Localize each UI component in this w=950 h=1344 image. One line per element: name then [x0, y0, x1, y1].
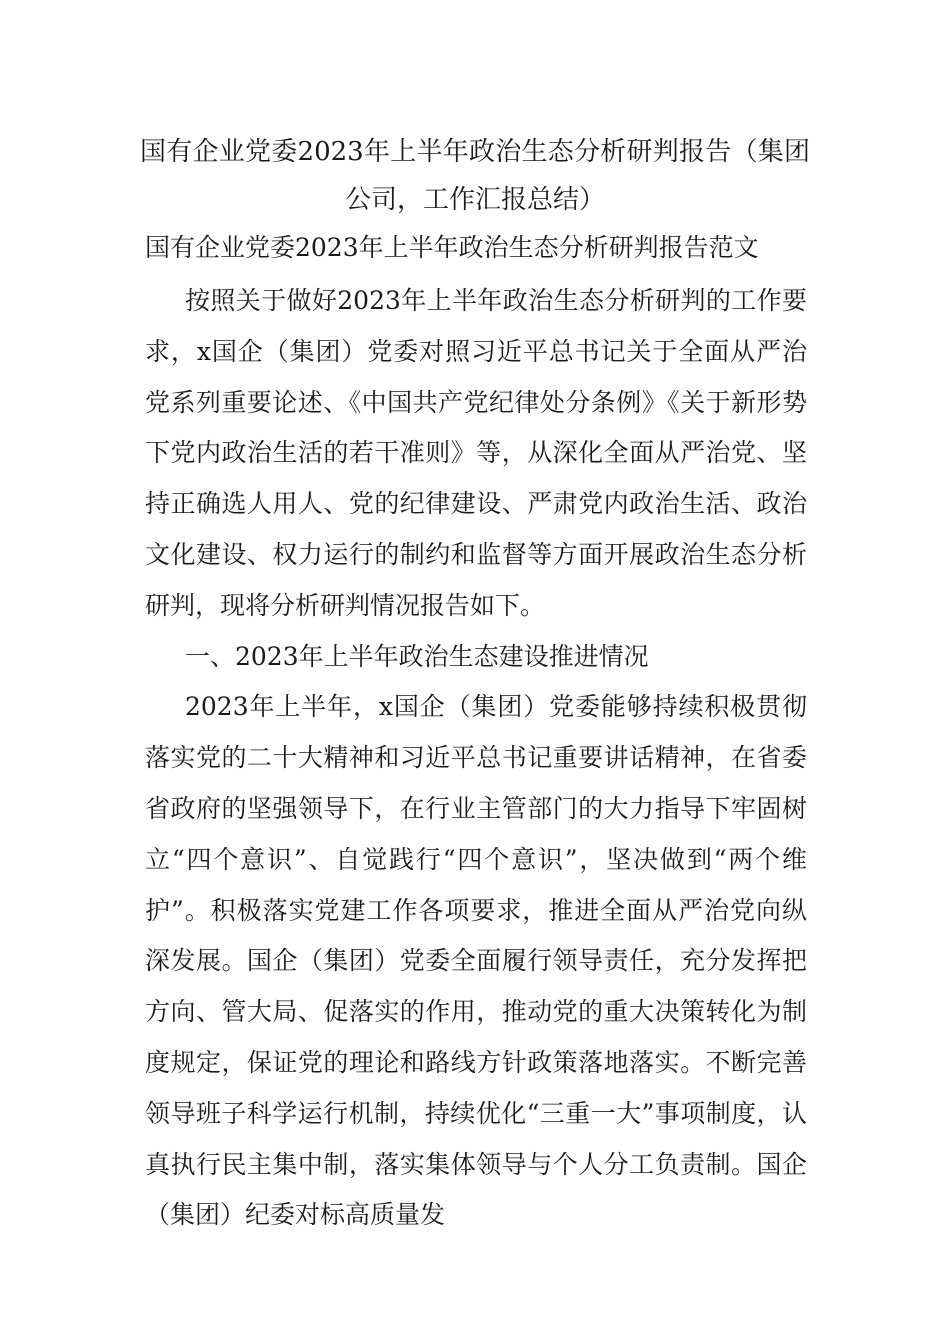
section-heading: 一、2023年上半年政治生态建设推进情况 — [185, 641, 649, 671]
intro-paragraph: 按照关于做好2023年上半年政治生态分析研判的工作要求，x国企（集团）党委对照习近平总书记关于全面从严治党系列重要论述、《中国共产党纪律处分条例》《关于新形势下党内政治生活的若干准则》等，从深化全面从严治党、坚持正确选人用人、党的纪律建设、严肃党内政治生活、政治文化建设、权力运行的制约和监督等方面开展政治生态分析研判，现将分析研判情况报告如下。 — [145, 286, 807, 620]
document-subtitle: 国有企业党委2023年上半年政治生态分析研判报告范文 — [145, 233, 759, 262]
section-paragraph: 2023年上半年，x国企（集团）党委能够持续积极贯彻落实党的二十大精神和习近平总书记重要讲话精神，在省委省政府的坚强领导下，在行业主管部门的大力指导下牢固树立“四个意识”、自觉践行“四个意识”，坚决做到“两个维护”。积极落实党建工作各项要求，推进全面从严治党向纵深发展。国企（集团）党委全面履行领导责任，充分发挥把方向、管大局、促落实的作用，推动党的重大决策转化为制度规定，保证党的理论和路线方针政策落地落实。不断完善领导班子科学运行机制，持续优化“三重一大”事项制度，认真执行民主集中制，落实集体领导与个人分工负责制。国企（集团）纪委对标高质量发 — [145, 692, 807, 1230]
document-body — [145, 276, 807, 1241]
document-title: 国有企业党委2023年上半年政治生态分析研判报告（集团公司，工作汇报总结） — [140, 137, 810, 215]
